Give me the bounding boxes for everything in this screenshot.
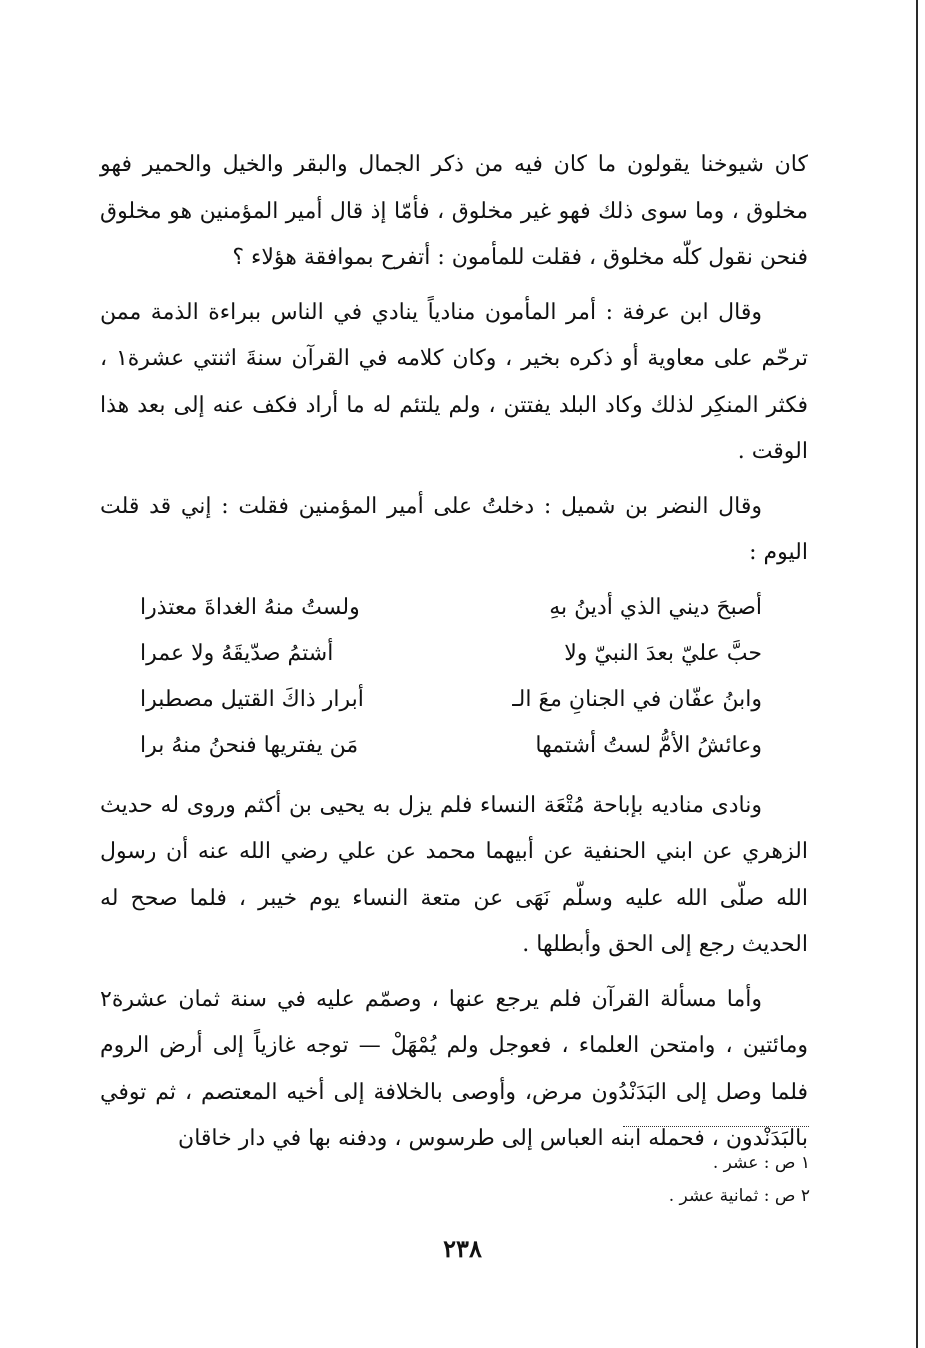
verse-first-hemistich: وابنُ عفّان في الجنانِ معَ الـ [512, 686, 762, 712]
paragraph-2: وقال ابن عرفة : أمر المأمون منادياً ينادي في الناس ببراءة الذمة ممن ترحّم على معاوية أو ذكره بخير ، وكان كلامه في القرآن سنةَ اثنتي عشرة١ ، فكثر المنكِر لذلك وكاد البلد يفتتن ، ولم يلتئم له ما أراد فكف عنه إلى بعد هذا الوقت . [100, 299, 809, 464]
footnotes [500, 1147, 810, 1213]
page-binding-edge [916, 0, 918, 1348]
paragraph-4: ونادى مناديه بإباحة مُتْعَة النساء فلم يزل به يحيى بن أكثم وروى له حديث الزهري عن ابني الحنفية عن أبيهما محمد عن علي رضي الله عنه أن رسول الله صلّى الله عليه وسلّم نَهَى عن متعة النساء يوم خيبر ، فلما صحح له الحديث رجع إلى الحق وأبطلها . [100, 792, 808, 957]
poem-verse [140, 723, 762, 769]
main-text [100, 142, 808, 1171]
poem-verse [140, 585, 762, 631]
footnote-separator [623, 1126, 809, 1127]
verse-second-hemistich: أبرار ذاكَ القتيل مصطبرا [140, 686, 364, 712]
footnote-1: ١ ص : عشر . [712, 1153, 810, 1173]
paragraph-3: وقال النضر بن شميل : دخلتُ على أمير المؤمنين فقلت : إني قد قلت اليوم : [100, 493, 808, 565]
poem-verse [140, 677, 762, 723]
verse-first-hemistich: حبَّ عليّ بعدَ النبيّ ولا [564, 640, 762, 666]
page-number: ٢٣٨ [443, 1234, 482, 1263]
verse-second-hemistich: أشتمُ صدّيقَهُ ولا عمرا [140, 640, 334, 666]
verse-second-hemistich: مَن يفتريها فنحنُ منهُ برا [140, 732, 359, 758]
footnote-2: ٢ ص : ثمانية عشر . [668, 1186, 810, 1206]
verse-first-hemistich: أصبحَ ديني الذي أدينُ بهِ [549, 594, 762, 620]
poem-verse [140, 631, 762, 677]
poem [100, 585, 808, 769]
paragraph-5: وأما مسألة القرآن فلم يرجع عنها ، وصمّم عليه في سنة ثمان عشرة٢ ومائتين ، وامتحن العلماء ، فعوجل ولم يُمْهَلْ — توجه غازياً إلى أرض الروم فلما وصل إلى البَدَنْدُون مرض، وأوصى بالخلافة إلى أخيه المعتصم ، ثم توفي بالبَدَنْدون ، فحمله ابنه العباس إلى طرسوس ، ودفنه بها في دار خاقان [100, 986, 808, 1151]
paragraph-1: كان شيوخنا يقولون ما كان فيه من ذكر الجمال والبقر والخيل والحمير فهو مخلوق ، وما سوى ذلك فهو غير مخلوق ، فأمّا إذ قال أمير المؤمنين هو مخلوق فنحن نقول كلّه مخلوق ، فقلت للمأمون : أتفرح بموافقة هؤلاء ؟ [100, 152, 808, 270]
verse-second-hemistich: ولستُ منهُ الغداةَ معتذرا [140, 594, 360, 620]
verse-first-hemistich: وعائشُ الأمُّ لستُ أشتمها [535, 732, 762, 758]
